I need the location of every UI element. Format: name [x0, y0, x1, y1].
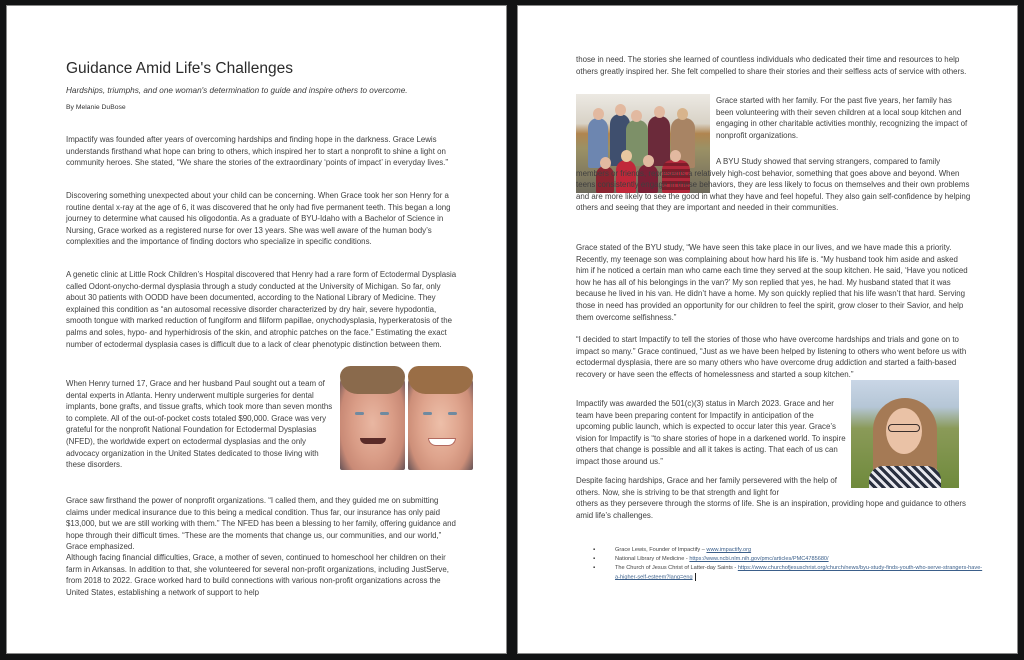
paragraph: A genetic clinic at Little Rock Children’s Hospital discovered that Henry had a rare form of Ectodermal Dysplasia called Odont-onycho-dermal dysplasia through a study conducted at the University of Michigan. So far, only about 30 patients with OODD have been documented, according to the National Library of Medicine. They explained this condition as “an autosomal recessive disorder characterized by dry hair, severe hypodontia, smooth tongue with marked reduction of fungiform and filiform papillae, onychodysplasia, hyperkeratosis of the palms and soles, hypo- and hyperhidrosis of the skin, and atrophic patches on the face.” Estimating the exact number of ectodermal dysplasia cases is difficult due to a lack of clear phenotypic distinction between them. — [66, 270, 457, 349]
article-title: Guidance Amid Life's Challenges — [66, 60, 293, 77]
reference-label: The Church of Jesus Christ of Latter-day Saints - — [615, 565, 738, 571]
paragraph: Grace started with her family. For the past five years, her family has been volunteering with their seven children at a local soup kitchen and engaging in other charitable activities monthly, recognizing the impact of nonprofit organizations. — [716, 96, 968, 140]
dental-before-after-photo[interactable] — [340, 366, 474, 470]
paragraph: A BYU Study showed that serving strangers, compared to family members or friends, represents a relatively high-cost behavior, something that goes above and beyond. When teens consistently engage in these behaviors, they are less likely to focus on themselves and their own problems and are more likely to see the good in what they have and feel hopeful. They also gain self-confidence by helping others and seeing that they are important and needed in their communities. — [576, 157, 971, 213]
paragraph: Grace saw firsthand the power of nonprofit organizations. “I called them, and they guided me on submitting claims under medical insurance due to this being a medical condition. Thus far, our insurance has only paid $13,000, but we are still working with them.” The NFED has been a blessing to her family, offering guidance and hope through their difficult times. “These are the moments that change us, our communities, and our world,” Grace emphasized. — [66, 496, 456, 552]
reference-item — [593, 564, 983, 582]
reference-link[interactable]: https://www.churchofjesuschrist.org/church/news/byu-study-finds-youth-who-serve-strangers-have-a-higher-self-esteem?lang=eng — [615, 565, 983, 581]
reference-item — [593, 546, 983, 555]
paragraph — [576, 475, 971, 521]
reference-label: Grace Lewis, Founder of Impactify – — [615, 547, 707, 553]
paragraph: “I decided to start Impactify to tell the stories of those who have overcome hardships and trials and gone on to impact so many.” Grace continued, “Just as we have been helped by listening to others who went before us with ectodermal dysplasia, there are so many others who have overcome drug addiction and started a faith-based recovery or have seen the effects of homelessness and started a soup kitchen.” — [576, 335, 967, 379]
text-cursor — [695, 573, 696, 581]
paragraph: Grace stated of the BYU study, “We have seen this take place in our lives, and we have made this a priority. Recently, my teenage son was complaining about how hard his life is. “My husband took him aside and asked him if he noticed a certain man who came each time they served at the soup kitchen. He said, ‘Have you noticed how he has all of his belongings in the van?’ My son replied that yes, he had. My husband stated that it was because he lived in his van. He didn’t have a home. My son quickly replied that his life wasn’t that hard. Serving those in need has provided an opportunity for our children to feel the spirit, grow closer to their Savior, and help them overcome selfishness.” — [576, 243, 968, 322]
before-photo — [340, 366, 405, 470]
paragraph: Although facing financial difficulties, Grace, a mother of seven, continued to homeschool her children on their farm in Arkansas. In addition to that, she volunteered for several non-profit organizations, including JustServe, from 2018 to 2022. Grace worked hard to build connections with various non-profit organizations across the United States, establishing a network of support to help — [66, 553, 449, 597]
grace-lewis-portrait-photo[interactable] — [851, 380, 959, 488]
reference-link[interactable]: https://www.ncbi.nlm.nih.gov/pmc/articles/PMC4785680/ — [689, 556, 829, 562]
paragraph: When Henry turned 17, Grace and her husband Paul sought out a team of dental experts in Atlanta. Henry underwent multiple surgeries for dental implants, bone grafts, and tissue grafts, which took more than seven months to complete. All of the out-of-pocket costs totaled $90,000. Grace was very grateful for the nonprofit National Foundation for Ectodermal Dysplasias (NFED), the worldwide expert on ectodermal dysplasias and the only advocacy organization in the United States dedicated to those living with these disorders. — [66, 379, 333, 470]
reference-item — [593, 555, 983, 564]
paragraph-line: Despite facing hardships, Grace and her family persevered with the help of others. Now, she is striving to be that strength and light for — [576, 476, 837, 497]
article-byline: By Melanie DuBose — [66, 104, 126, 111]
after-photo — [408, 366, 473, 470]
paragraph: Discovering something unexpected about your child can be concerning. When Grace took her son Henry for a routine dental x-ray at the age of 6, it was discovered that he only had five permanent teeth. This began a long journey to determine what caused his oligodontia. As a graduate of BYU-Idaho with a Bachelor of Science in Nursing, Grace worked as a registered nurse for over 13 years. She was well aware of the human body’s complexities and the importance of finding doctors who specialize in specific conditions. — [66, 191, 451, 247]
reference-label: National Library of Medicine - — [615, 556, 690, 562]
references-list — [593, 546, 983, 582]
article-subtitle: Hardships, triumphs, and one woman's determination to guide and inspire others to overcome. — [66, 86, 408, 95]
document-page-left — [7, 6, 506, 653]
paragraph-line: others as they persevere through the storms of life. She is an inspiration, providing hope and guidance to others amid life’s challenges. — [576, 499, 966, 520]
reference-link[interactable]: www.impactify.org — [706, 547, 752, 553]
paragraph: those in need. The stories she learned of countless individuals who dedicated their time and resources to help others greatly inspired her. She felt compelled to share their stories and their selfless acts of service with others. — [576, 55, 967, 76]
document-page-right — [518, 6, 1017, 653]
paragraph: Impactify was founded after years of overcoming hardships and finding hope in the darkness. Grace Lewis understands firsthand what hope can bring to others, which inspired her to start a nonprofit to shine a light on community heroes. She stated, “We share the stories of the extraordinary ‘points of impact’ in everyday lives.” — [66, 135, 448, 168]
paragraph: Impactify was awarded the 501(c)(3) status in March 2023. Grace and her team have been preparing content for Impactify in anticipation of the upcoming public launch, which is expected to occur later this year. Grace’s vision for Impactify is “to share stories of hope in a darkened world. To inspire others that change is possible and all it takes is acting. That each of us can impact those around us.” — [576, 399, 846, 466]
